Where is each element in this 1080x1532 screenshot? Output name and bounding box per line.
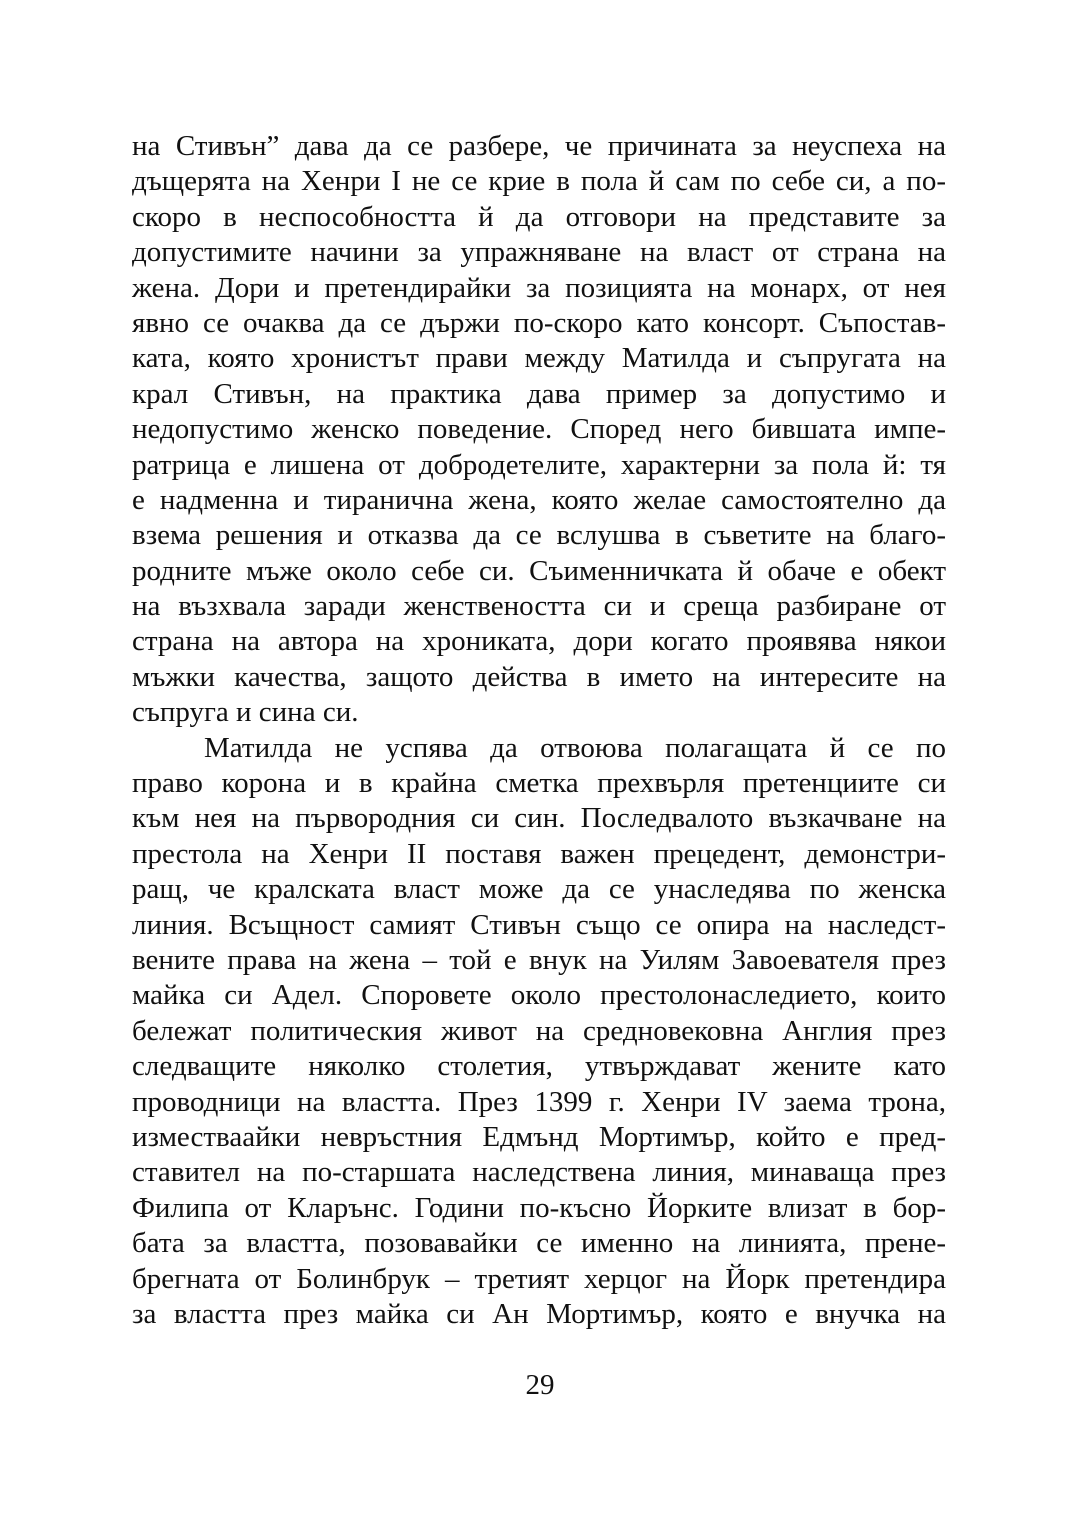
text-line: взема решения и отказва да се вслушва в съветите на благо- bbox=[132, 519, 946, 552]
page-number: 29 bbox=[525, 1369, 555, 1401]
text-line: недопустимо женско поведение. Според него бившата импе- bbox=[132, 413, 946, 446]
text-line: майка си Адел. Споровете около престолонаследието, които bbox=[132, 979, 946, 1012]
text-line: на Стивън” дава да се разбере, че причината за неуспеха на bbox=[132, 130, 946, 162]
text-line: ставител на по-старшата наследствена линия, минаваща през bbox=[132, 1156, 946, 1189]
text-line: следващите няколко столетия, утвърждават жените като bbox=[132, 1050, 946, 1083]
text-line: крал Стивън, на практика дава пример за допустимо и bbox=[132, 377, 946, 410]
text-line: Матилда не успява да отвоюва полагащата й се по bbox=[204, 731, 946, 764]
text-line: родните мъже около себе си. Съименничката й обаче е обект bbox=[132, 554, 946, 587]
text-line: явно се очаква да се държи по-скоро като консорт. Съпостав- bbox=[132, 306, 946, 339]
text-line: съпруга и сина си. bbox=[132, 696, 359, 729]
text-line: линия. Всъщност самият Стивън също се опира на наследст- bbox=[132, 908, 946, 941]
text-line: скоро в неспособността й да отговори на представите за bbox=[132, 200, 946, 233]
text-line: вените права на жена – той е внук на Уилям Завоевателя през bbox=[132, 943, 946, 976]
text-line: бележат политическия живот на средновековна Англия през bbox=[132, 1014, 946, 1047]
text-line: право корона и в крайна сметка прехвърля претенциите си bbox=[132, 767, 946, 800]
body-text bbox=[132, 129, 946, 1332]
text-line: мъжки качества, защото действа в името на интересите на bbox=[132, 660, 946, 693]
text-line: престола на Хенри II поставя важен прецедент, демонстри- bbox=[132, 837, 946, 870]
text-line: жена. Дори и претендирайки за позицията на монарх, от нея bbox=[132, 271, 946, 304]
text-line: страна на автора на хрониката, дори когато проявява някои bbox=[132, 625, 946, 658]
text-line: за властта през майка си Ан Мортимър, която е внучка на bbox=[132, 1297, 946, 1330]
text-line: ката, която хронистът прави между Матилда и съпругата на bbox=[132, 342, 946, 375]
text-line: е надменна и тиранична жена, която желае самостоятелно да bbox=[132, 483, 946, 516]
text-line: бата за властта, позовавайки се именно на линията, прене- bbox=[132, 1227, 946, 1260]
text-line: ратрица е лишена от добродетелите, характерни за пола й: тя bbox=[132, 448, 946, 481]
text-line: към нея на първородния си син. Последвалото възкачване на bbox=[132, 802, 946, 835]
text-line: дъщерята на Хенри I не се крие в пола й сам по себе си, а по- bbox=[132, 165, 946, 198]
text-line: допустимите начини за упражняване на власт от страна на bbox=[132, 236, 946, 269]
text-line: изместваайки невръстния Едмънд Мортимър, който е пред- bbox=[132, 1120, 946, 1153]
text-line: проводници на властта. През 1399 г. Хенри IV заема трона, bbox=[132, 1085, 946, 1118]
text-line: на възхвала заради женствеността си и среща разбиране от bbox=[132, 590, 946, 623]
text-line: ращ, че кралската власт може да се унаследява по женска bbox=[132, 873, 946, 906]
text-line: брегната от Болинбрук – третият херцог на Йорк претендира bbox=[132, 1262, 946, 1295]
text-line: Филипа от Кларънс. Години по-късно Йорките влизат в бор- bbox=[132, 1191, 946, 1224]
